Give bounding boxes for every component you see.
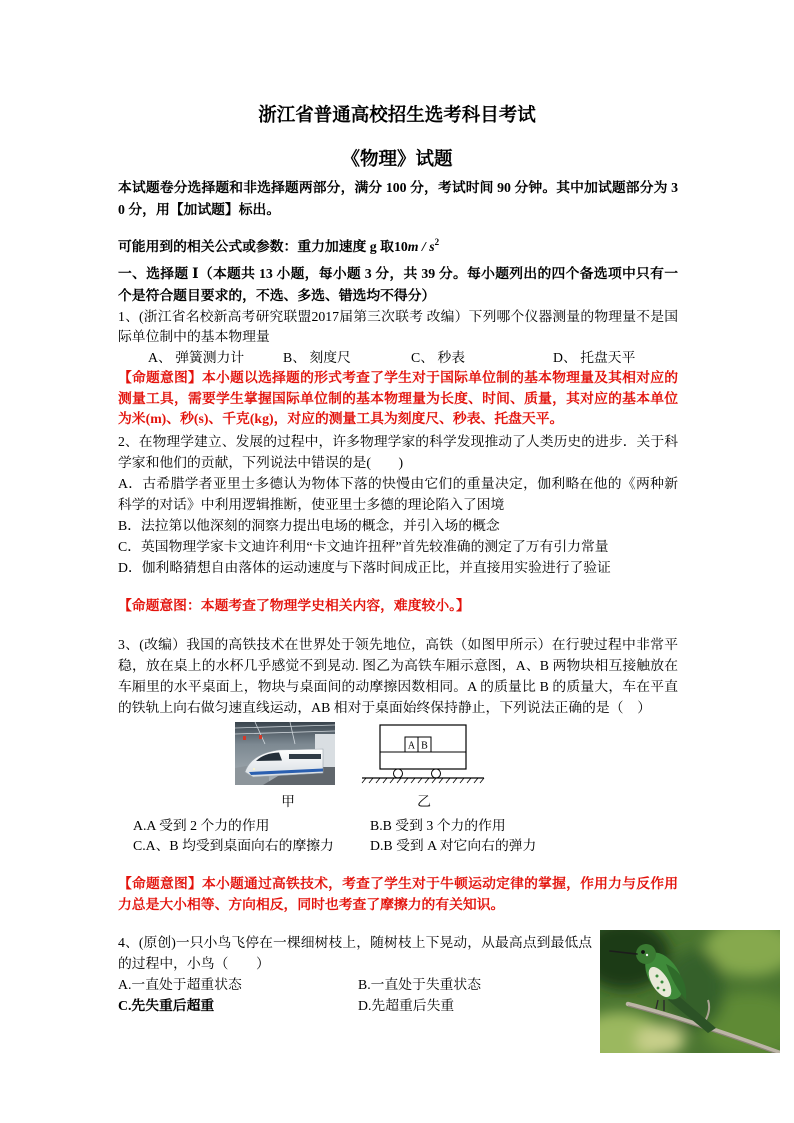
options-row — [118, 348, 678, 368]
formula-line — [118, 231, 678, 258]
formula-value: 10 — [393, 239, 408, 254]
options-row — [118, 974, 592, 995]
question-stem: 4、(原创)一只小鸟飞停在一棵细树枝上，随树枝上下晃动，从最高点到最低点的过程中，小鸟（ ） — [118, 935, 592, 971]
option-b: B．法拉第以他深刻的洞察力提出电场的概念，并引入场的概念 — [118, 518, 500, 533]
option-d: D．伽利略猜想自由落体的运动速度与下落时间成正比，并直接用实验进行了验证 — [118, 560, 611, 575]
formula-prefix: 可能用到的相关公式或参数：重力加速度 g 取 — [118, 239, 394, 254]
train-car-diagram — [360, 720, 487, 788]
options-row — [118, 836, 678, 856]
question-3-stem: 3、(改编）我国的高铁技术在世界处于领先地位，高铁（如图甲所示）在行驶过程中非常平稳，放在桌上的水杯几乎感觉不到晃动. 图乙为高铁车厢示意图，A、B 两物块相互接触放在车厢里的水平桌面上，物块与桌面间的动摩擦因数相同。A 的质量比 B 的质量大，车在平直的铁轨上向右做匀速直线运动，AB 相对于桌面始终保持静止，下列说法正确的是（ ） — [118, 637, 678, 715]
section-heading: 一、选择题 Ⅰ（本题共 13 小题，每小题 3 分，共 39 分。每小题列出的四个备选项中只有一个是符合题目要求的，不选、多选、错选均不得分） — [118, 266, 678, 303]
option-a: A.A 受到 2 个力的作用 — [133, 818, 270, 833]
design-intent-note: 【命题意图】本小题通过高铁技术，考查了学生对于牛顿运动定律的掌握，作用力与反作用力总是大小相等、方向相反，同时也考查了摩擦力的有关知识。 — [118, 876, 678, 912]
option-a: A.一直处于超重状态 — [118, 977, 242, 992]
wheel — [394, 769, 403, 778]
option-b: B.一直处于失重状态 — [358, 977, 482, 992]
wheel — [432, 769, 441, 778]
question-1 — [118, 307, 678, 429]
intro-paragraph: 本试题卷分选择题和非选择题两部分，满分 100 分，考试时间 90 分钟。其中加试题部分为 30 分，用【加试题】标出。 — [118, 180, 678, 217]
exam-subtitle: 《物理》试题 — [341, 150, 453, 170]
option-b: B.B 受到 3 个力的作用 — [370, 818, 506, 833]
design-intent-note: 【命题意图】本小题以选择题的形式考查了学生对于国际单位制的基本物理量及其相对应的测量工具，需要学生掌握国际单位制的基本物理量为长度、时间、质量，其对应的基本单位为米(m)、秒(s)、千克(kg)，对应的测量工具为刻度尺、秒表、托盘天平。 — [118, 370, 678, 427]
question-3-options — [118, 816, 678, 856]
option-c: C、 秒表 — [411, 349, 466, 365]
figure-caption-jia: 甲 — [281, 794, 295, 809]
design-intent-note: 【命题意图：本题考查了物理学史相关内容，难度较小。】 — [118, 598, 470, 613]
question-2 — [118, 431, 678, 578]
exam-title: 浙江省普通高校招生选考科目考试 — [258, 106, 536, 126]
hummingbird-photo — [600, 930, 780, 1053]
options-row — [118, 816, 678, 836]
formula-exponent: 2 — [434, 237, 440, 247]
question-4 — [118, 932, 592, 1016]
question-stem: 1、(浙江省名校新高考研究联盟2017届第三次联考 改编）下列哪个仪器测量的物理量不是国际单位制中的基本物理量 — [118, 309, 678, 345]
block-b-label: B — [421, 740, 428, 752]
option-c: C.A、B 均受到桌面向右的摩擦力 — [133, 838, 334, 853]
high-speed-train-photo — [235, 722, 335, 785]
option-c: C．英国物理学家卡文迪许利用“卡文迪许扭秤”首先较准确的测定了万有引力常量 — [118, 539, 609, 554]
question-stem: 2、在物理学建立、发展的过程中，许多物理学家的科学发现推动了人类历史的进步．关于科学家和他们的贡献，下列说法中错误的是( ) — [118, 434, 678, 470]
option-d: D.先超重后失重 — [358, 998, 455, 1013]
option-a: A、 弹簧测力计 — [148, 349, 245, 365]
option-d: D、 托盘天平 — [553, 349, 636, 365]
options-row — [118, 995, 592, 1016]
option-c: C.先失重后超重 — [118, 998, 215, 1013]
option-b: B、 刻度尺 — [283, 349, 351, 365]
option-d: D.B 受到 A 对它向右的弹力 — [370, 838, 537, 853]
formula-unit: m / s — [407, 239, 435, 254]
figure-caption-yi: 乙 — [417, 794, 431, 809]
block-a-label: A — [407, 740, 416, 752]
option-a: A．古希腊学者亚里士多德认为物体下落的快慢由它们的重量决定，伽利略在他的《两种新科学的对话》中利用逻辑推断，使亚里士多德的理论陷入了困境 — [118, 476, 678, 512]
ground-hatching — [362, 778, 484, 783]
